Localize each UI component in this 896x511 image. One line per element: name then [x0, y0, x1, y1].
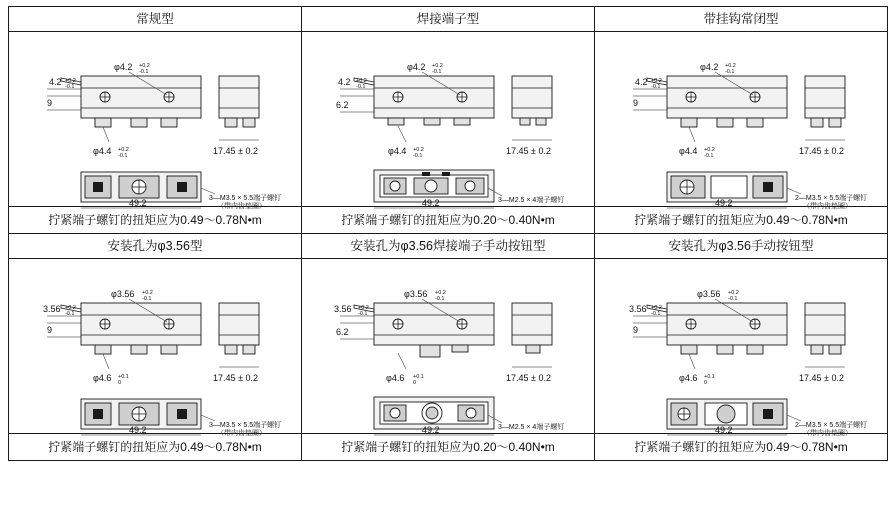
dim-hole-tol-up: +0.2 — [139, 63, 150, 69]
dim-bottom-dia: φ4.4 — [679, 146, 698, 156]
dim-bottom-dia: φ4.6 — [386, 373, 405, 383]
table-header-row — [9, 7, 888, 32]
dim-hole-tol-dn: -0.1 — [142, 296, 152, 302]
column-header-hole356-solder-pushbutton: 安装孔为φ3.56焊接端子手动按钮型 — [302, 234, 595, 259]
dim-hole-tol-up: +0.2 — [728, 290, 739, 296]
drawing-hole356 — [9, 259, 301, 437]
cell-solder — [302, 32, 595, 234]
screw-callout-line2: （带内齿垫圈） — [217, 203, 266, 210]
dim-hole-tol-up: +0.2 — [432, 63, 443, 69]
dim-bottom-tol-up: +0.2 — [413, 147, 424, 153]
dim-hole-tol-up: +0.2 — [435, 290, 446, 296]
dim-left-tol-dn: -0.1 — [65, 311, 75, 317]
dim-left: 3.56 — [334, 304, 352, 314]
dim-width: 49.2 — [129, 198, 147, 208]
drawing-svg — [9, 259, 301, 437]
dim-hole-tol-dn: -0.1 — [728, 296, 738, 302]
drawing-svg — [302, 259, 594, 433]
dim-bottom-tol-dn: 0 — [118, 380, 122, 386]
dim-left2: 9 — [633, 98, 639, 108]
dim-left-tol-up: +0.2 — [65, 78, 76, 84]
column-header-hole356-pushbutton: 安装孔为φ3.56手动按钮型 — [595, 234, 888, 259]
torque-note: 拧紧端子螺钉的扭矩应为0.49～0.78N•m — [9, 206, 301, 233]
column-header-regular: 常规型 — [9, 7, 302, 32]
dim-bottom-tol-up: +0.2 — [118, 147, 129, 153]
dim-thickness: 17.45 ± 0.2 — [799, 146, 844, 156]
dim-hole-dia: φ3.56 — [111, 289, 135, 299]
dim-left: 4.2 — [338, 77, 351, 87]
dim-hole-dia: φ3.56 — [404, 289, 428, 299]
dim-hole-dia: φ4.2 — [407, 62, 426, 72]
dim-left-tol-dn: -0.1 — [356, 84, 366, 90]
dim-bottom-tol-dn: 0 — [704, 380, 708, 386]
column-header-solder: 焊接端子型 — [302, 7, 595, 32]
dim-bottom-tol-dn: -0.1 — [704, 153, 714, 159]
dim-hole-tol-up: +0.2 — [142, 290, 153, 296]
dim-left2: 9 — [47, 98, 53, 108]
dim-thickness: 17.45 ± 0.2 — [506, 146, 551, 156]
cell-hole356-solder-pushbutton — [302, 259, 595, 461]
dim-width: 49.2 — [715, 425, 733, 435]
dim-bottom-tol-dn: -0.1 — [118, 153, 128, 159]
dim-left-tol-up: +0.2 — [65, 305, 76, 311]
screw-callout-line2: （带内齿垫圈） — [217, 430, 266, 437]
dim-bottom-dia: φ4.4 — [388, 146, 407, 156]
dim-bottom-tol-up: +0.1 — [413, 374, 424, 380]
dim-left-tol-up: +0.2 — [651, 78, 662, 84]
screw-callout-line1: 3—M2.5 × 4端子螺钉 — [498, 424, 565, 431]
screw-callout-line1: 2—M3.5 × 5.5端子螺钉 — [795, 195, 868, 202]
specs-table — [8, 6, 888, 461]
drawing-svg — [595, 259, 887, 437]
dim-left-tol-dn: -0.1 — [65, 84, 75, 90]
cell-hole356-pushbutton — [595, 259, 888, 461]
dim-left2: 9 — [47, 325, 53, 335]
drawing-svg — [9, 32, 301, 210]
dim-thickness: 17.45 ± 0.2 — [213, 373, 258, 383]
dim-left2: 6.2 — [336, 327, 349, 337]
cell-hook-nc — [595, 32, 888, 234]
dim-left: 4.2 — [635, 77, 648, 87]
dim-bottom-tol-dn: 0 — [413, 380, 417, 386]
dim-left-tol-up: +0.2 — [651, 305, 662, 311]
dim-bottom-tol-dn: -0.1 — [413, 153, 423, 159]
drawing-hook-nc — [595, 32, 887, 210]
screw-callout-line1: 3—M2.5 × 4端子螺钉 — [498, 197, 565, 204]
torque-note: 拧紧端子螺钉的扭矩应为0.49～0.78N•m — [595, 433, 887, 460]
dim-left: 3.56 — [629, 304, 647, 314]
dim-thickness: 17.45 ± 0.2 — [213, 146, 258, 156]
dim-hole-tol-dn: -0.1 — [435, 296, 445, 302]
torque-note: 拧紧端子螺钉的扭矩应为0.20～0.40N•m — [302, 206, 594, 233]
drawing-solder — [302, 32, 594, 206]
dim-width: 49.2 — [715, 198, 733, 208]
dim-bottom-tol-up: +0.1 — [704, 374, 715, 380]
dim-hole-tol-up: +0.2 — [725, 63, 736, 69]
dim-hole-tol-dn: -0.1 — [139, 69, 149, 75]
dim-thickness: 17.45 ± 0.2 — [799, 373, 844, 383]
dim-width: 49.2 — [129, 425, 147, 435]
drawing-hole356-pushbutton — [595, 259, 887, 437]
cell-hole356 — [9, 259, 302, 461]
dim-hole-dia: φ4.2 — [114, 62, 133, 72]
dim-left-tol-dn: -0.1 — [651, 84, 661, 90]
cell-regular — [9, 32, 302, 234]
screw-callout-line2: （带内齿垫圈） — [803, 203, 852, 210]
dim-hole-dia: φ4.2 — [700, 62, 719, 72]
table-row — [9, 32, 888, 234]
dim-bottom-dia: φ4.6 — [93, 373, 112, 383]
column-header-hook-nc: 带挂钩常闭型 — [595, 7, 888, 32]
screw-callout-line1: 3—M3.5 × 5.5端子螺钉 — [209, 195, 282, 202]
drawing-svg — [595, 32, 887, 210]
screw-callout-line2: （带内齿垫圈） — [803, 430, 852, 437]
dim-left-tol-up: +0.2 — [358, 305, 369, 311]
dim-left-tol-up: +0.2 — [356, 78, 367, 84]
drawing-regular — [9, 32, 301, 210]
dim-width: 49.2 — [422, 198, 440, 208]
dim-thickness: 17.45 ± 0.2 — [506, 373, 551, 383]
dim-left: 3.56 — [43, 304, 61, 314]
screw-callout-line1: 3—M3.5 × 5.5端子螺钉 — [209, 422, 282, 429]
table-row — [9, 259, 888, 461]
drawing-hole356-solder-pushbutton — [302, 259, 594, 433]
drawing-svg — [302, 32, 594, 206]
table-header-row-2 — [9, 234, 888, 259]
dim-width: 49.2 — [422, 425, 440, 435]
dim-left: 4.2 — [49, 77, 62, 87]
dim-left2: 6.2 — [336, 100, 349, 110]
dim-bottom-dia: φ4.4 — [93, 146, 112, 156]
dim-hole-tol-dn: -0.1 — [725, 69, 735, 75]
torque-note: 拧紧端子螺钉的扭矩应为0.49～0.78N•m — [595, 206, 887, 233]
dim-bottom-dia: φ4.6 — [679, 373, 698, 383]
datasheet-page — [0, 6, 896, 511]
dim-bottom-tol-up: +0.1 — [118, 374, 129, 380]
torque-note: 拧紧端子螺钉的扭矩应为0.20～0.40N•m — [302, 433, 594, 460]
screw-callout-line1: 2—M3.5 × 5.5端子螺钉 — [795, 422, 868, 429]
dim-hole-dia: φ3.56 — [697, 289, 721, 299]
dim-left-tol-dn: -0.1 — [358, 311, 368, 317]
dim-bottom-tol-up: +0.2 — [704, 147, 715, 153]
dim-left-tol-dn: -0.1 — [651, 311, 661, 317]
torque-note: 拧紧端子螺钉的扭矩应为0.49～0.78N•m — [9, 433, 301, 460]
column-header-hole356: 安装孔为φ3.56型 — [9, 234, 302, 259]
dim-hole-tol-dn: -0.1 — [432, 69, 442, 75]
dim-left2: 9 — [633, 325, 639, 335]
